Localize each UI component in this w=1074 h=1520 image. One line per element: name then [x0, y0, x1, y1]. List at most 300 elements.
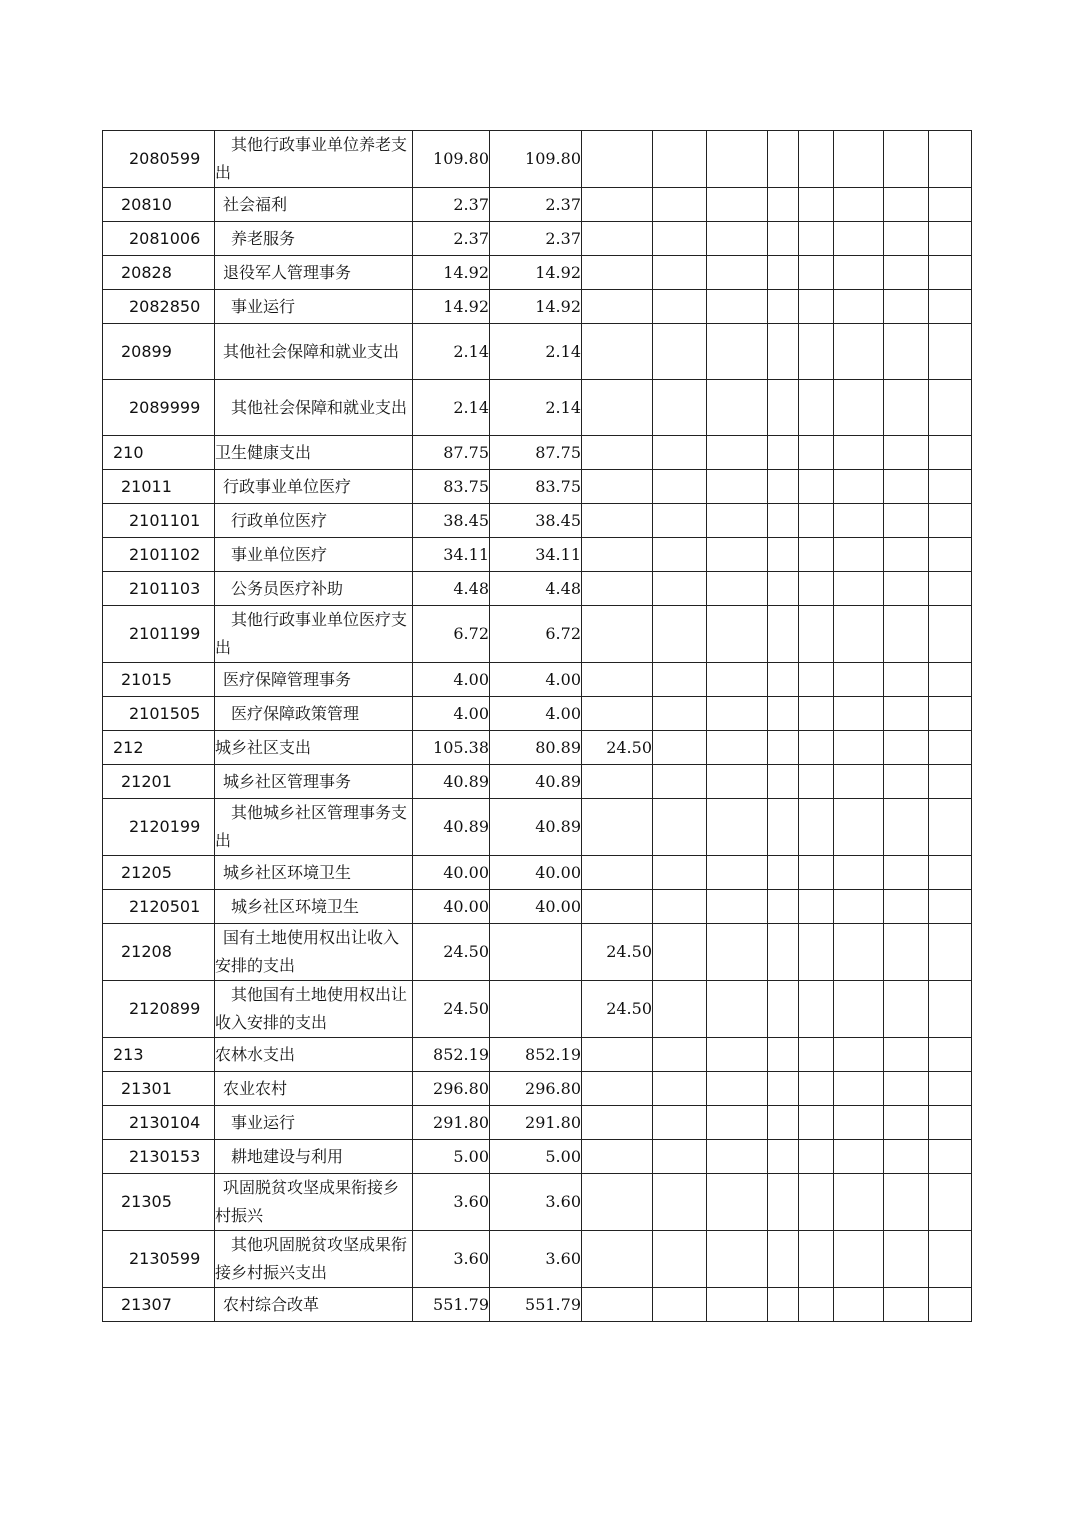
empty-cell	[653, 131, 707, 188]
empty-cell	[768, 470, 799, 504]
subject-name-cell	[215, 606, 413, 663]
empty-cell	[653, 697, 707, 731]
empty-cell	[653, 799, 707, 856]
project-expense-cell	[582, 856, 653, 890]
empty-cell	[707, 188, 768, 222]
total-amount-cell: 4.48	[413, 572, 490, 606]
table-row	[103, 572, 972, 606]
table-row	[103, 380, 972, 436]
subject-code-cell: 2130153	[103, 1140, 215, 1174]
empty-cell	[653, 538, 707, 572]
basic-expense-cell	[490, 924, 582, 981]
empty-cell	[768, 538, 799, 572]
subject-name-text: 其他城乡社区管理事务支出	[215, 803, 408, 850]
empty-cell	[884, 380, 929, 436]
subject-name-text: 其他社会保障和就业支出	[231, 397, 408, 417]
empty-cell	[707, 572, 768, 606]
empty-cell	[929, 765, 972, 799]
empty-cell	[884, 222, 929, 256]
empty-cell	[799, 290, 834, 324]
empty-cell	[768, 256, 799, 290]
empty-cell	[768, 222, 799, 256]
empty-cell	[929, 131, 972, 188]
empty-cell	[707, 470, 768, 504]
empty-cell	[884, 1174, 929, 1231]
subject-name-text: 城乡社区环境卫生	[223, 862, 352, 882]
empty-cell	[799, 697, 834, 731]
empty-cell	[653, 572, 707, 606]
subject-name-text: 城乡社区环境卫生	[231, 896, 360, 916]
empty-cell	[799, 981, 834, 1038]
table-row	[103, 697, 972, 731]
project-expense-cell	[582, 799, 653, 856]
total-amount-cell: 5.00	[413, 1140, 490, 1174]
empty-cell	[768, 890, 799, 924]
subject-name-text: 其他社会保障和就业支出	[223, 341, 400, 361]
project-expense-cell	[582, 504, 653, 538]
empty-cell	[653, 324, 707, 380]
table-row	[103, 1174, 972, 1231]
table-row	[103, 256, 972, 290]
empty-cell	[834, 1106, 884, 1140]
empty-cell	[834, 1072, 884, 1106]
empty-cell	[768, 290, 799, 324]
subject-name-cell	[215, 731, 413, 765]
subject-code-cell: 2120899	[103, 981, 215, 1038]
table-body	[103, 131, 972, 1322]
empty-cell	[884, 538, 929, 572]
empty-cell	[653, 765, 707, 799]
empty-cell	[707, 981, 768, 1038]
subject-name-text: 行政事业单位医疗	[223, 476, 352, 496]
empty-cell	[834, 188, 884, 222]
empty-cell	[799, 731, 834, 765]
empty-cell	[768, 131, 799, 188]
subject-name-text: 事业运行	[231, 296, 296, 316]
total-amount-cell: 105.38	[413, 731, 490, 765]
table-row	[103, 538, 972, 572]
empty-cell	[707, 436, 768, 470]
empty-cell	[834, 131, 884, 188]
subject-name-cell	[215, 1140, 413, 1174]
empty-cell	[799, 538, 834, 572]
empty-cell	[929, 436, 972, 470]
empty-cell	[834, 606, 884, 663]
subject-name-text: 事业运行	[231, 1112, 296, 1132]
project-expense-cell	[582, 890, 653, 924]
empty-cell	[834, 765, 884, 799]
empty-cell	[768, 436, 799, 470]
empty-cell	[707, 663, 768, 697]
subject-name-cell	[215, 1288, 413, 1322]
subject-name-text: 其他巩固脱贫攻坚成果衔接乡村振兴支出	[215, 1235, 408, 1282]
empty-cell	[834, 981, 884, 1038]
subject-code-cell: 2120199	[103, 799, 215, 856]
subject-name-text: 城乡社区支出	[215, 737, 312, 757]
project-expense-cell	[582, 256, 653, 290]
empty-cell	[799, 1231, 834, 1288]
basic-expense-cell: 2.14	[490, 380, 582, 436]
subject-name-text: 农林水支出	[215, 1044, 296, 1064]
basic-expense-cell: 38.45	[490, 504, 582, 538]
empty-cell	[707, 1038, 768, 1072]
empty-cell	[884, 504, 929, 538]
empty-cell	[929, 1106, 972, 1140]
total-amount-cell: 4.00	[413, 663, 490, 697]
basic-expense-cell: 80.89	[490, 731, 582, 765]
empty-cell	[799, 380, 834, 436]
subject-name-cell	[215, 222, 413, 256]
subject-code-cell: 21205	[103, 856, 215, 890]
subject-name-cell	[215, 256, 413, 290]
subject-name-cell	[215, 324, 413, 380]
subject-name-text: 卫生健康支出	[215, 442, 312, 462]
empty-cell	[768, 1231, 799, 1288]
empty-cell	[653, 924, 707, 981]
table-row	[103, 436, 972, 470]
empty-cell	[929, 663, 972, 697]
total-amount-cell: 4.00	[413, 697, 490, 731]
empty-cell	[799, 765, 834, 799]
basic-expense-cell: 291.80	[490, 1106, 582, 1140]
empty-cell	[653, 1140, 707, 1174]
empty-cell	[799, 1174, 834, 1231]
empty-cell	[653, 188, 707, 222]
empty-cell	[799, 572, 834, 606]
empty-cell	[707, 697, 768, 731]
empty-cell	[834, 1038, 884, 1072]
subject-name-text: 行政单位医疗	[231, 510, 328, 530]
empty-cell	[653, 1038, 707, 1072]
table-row	[103, 504, 972, 538]
empty-cell	[799, 856, 834, 890]
subject-name-cell	[215, 504, 413, 538]
subject-code-cell: 2101103	[103, 572, 215, 606]
empty-cell	[707, 856, 768, 890]
subject-code-cell: 20899	[103, 324, 215, 380]
empty-cell	[768, 324, 799, 380]
subject-code-cell: 21305	[103, 1174, 215, 1231]
empty-cell	[653, 222, 707, 256]
empty-cell	[768, 504, 799, 538]
subject-name-text: 巩固脱贫攻坚成果衔接乡村振兴	[215, 1178, 400, 1225]
subject-code-cell: 2101102	[103, 538, 215, 572]
subject-code-cell: 21307	[103, 1288, 215, 1322]
empty-cell	[834, 697, 884, 731]
table-row	[103, 324, 972, 380]
basic-expense-cell: 4.00	[490, 663, 582, 697]
empty-cell	[707, 256, 768, 290]
project-expense-cell	[582, 1231, 653, 1288]
empty-cell	[884, 572, 929, 606]
empty-cell	[884, 799, 929, 856]
empty-cell	[834, 504, 884, 538]
project-expense-cell	[582, 222, 653, 256]
basic-expense-cell: 87.75	[490, 436, 582, 470]
project-expense-cell	[582, 470, 653, 504]
total-amount-cell: 83.75	[413, 470, 490, 504]
project-expense-cell	[582, 606, 653, 663]
subject-code-cell: 2130104	[103, 1106, 215, 1140]
total-amount-cell: 109.80	[413, 131, 490, 188]
empty-cell	[799, 1106, 834, 1140]
empty-cell	[799, 1072, 834, 1106]
table-row	[103, 188, 972, 222]
empty-cell	[768, 572, 799, 606]
empty-cell	[884, 606, 929, 663]
empty-cell	[768, 765, 799, 799]
empty-cell	[929, 380, 972, 436]
basic-expense-cell: 34.11	[490, 538, 582, 572]
table-row	[103, 1231, 972, 1288]
empty-cell	[834, 799, 884, 856]
empty-cell	[768, 1140, 799, 1174]
empty-cell	[884, 1231, 929, 1288]
empty-cell	[834, 256, 884, 290]
basic-expense-cell: 296.80	[490, 1072, 582, 1106]
project-expense-cell	[582, 572, 653, 606]
empty-cell	[884, 436, 929, 470]
subject-code-cell: 20810	[103, 188, 215, 222]
total-amount-cell: 852.19	[413, 1038, 490, 1072]
empty-cell	[884, 924, 929, 981]
total-amount-cell: 40.00	[413, 890, 490, 924]
subject-code-cell: 21208	[103, 924, 215, 981]
table-row	[103, 1072, 972, 1106]
empty-cell	[707, 1174, 768, 1231]
empty-cell	[929, 697, 972, 731]
total-amount-cell: 296.80	[413, 1072, 490, 1106]
subject-name-text: 其他国有土地使用权出让收入安排的支出	[215, 985, 408, 1032]
empty-cell	[768, 1174, 799, 1231]
subject-name-cell	[215, 924, 413, 981]
project-expense-cell: 24.50	[582, 924, 653, 981]
empty-cell	[653, 1174, 707, 1231]
subject-name-cell	[215, 856, 413, 890]
total-amount-cell: 14.92	[413, 290, 490, 324]
empty-cell	[653, 256, 707, 290]
empty-cell	[884, 470, 929, 504]
table-row	[103, 1038, 972, 1072]
subject-name-text: 城乡社区管理事务	[223, 771, 352, 791]
total-amount-cell: 14.92	[413, 256, 490, 290]
basic-expense-cell: 14.92	[490, 256, 582, 290]
subject-name-text: 公务员医疗补助	[231, 578, 344, 598]
subject-code-cell: 2120501	[103, 890, 215, 924]
empty-cell	[834, 1288, 884, 1322]
basic-expense-cell: 6.72	[490, 606, 582, 663]
table-row	[103, 981, 972, 1038]
basic-expense-cell: 4.48	[490, 572, 582, 606]
table-row	[103, 799, 972, 856]
empty-cell	[834, 890, 884, 924]
subject-name-text: 事业单位医疗	[231, 544, 328, 564]
empty-cell	[653, 290, 707, 324]
empty-cell	[834, 731, 884, 765]
subject-name-cell	[215, 1038, 413, 1072]
subject-code-cell: 20828	[103, 256, 215, 290]
table-row	[103, 663, 972, 697]
empty-cell	[884, 256, 929, 290]
total-amount-cell: 40.89	[413, 799, 490, 856]
total-amount-cell: 2.14	[413, 324, 490, 380]
table-row	[103, 890, 972, 924]
empty-cell	[834, 380, 884, 436]
empty-cell	[707, 765, 768, 799]
empty-cell	[929, 924, 972, 981]
empty-cell	[884, 290, 929, 324]
empty-cell	[707, 1140, 768, 1174]
empty-cell	[929, 572, 972, 606]
empty-cell	[884, 663, 929, 697]
empty-cell	[884, 765, 929, 799]
subject-name-text: 耕地建设与利用	[231, 1146, 344, 1166]
subject-name-cell	[215, 188, 413, 222]
empty-cell	[653, 1288, 707, 1322]
total-amount-cell: 551.79	[413, 1288, 490, 1322]
subject-name-cell	[215, 697, 413, 731]
empty-cell	[768, 924, 799, 981]
total-amount-cell: 3.60	[413, 1174, 490, 1231]
subject-name-text: 国有土地使用权出让收入安排的支出	[215, 928, 400, 975]
empty-cell	[884, 1106, 929, 1140]
empty-cell	[834, 324, 884, 380]
subject-name-text: 退役军人管理事务	[223, 262, 352, 282]
project-expense-cell	[582, 1106, 653, 1140]
subject-code-cell: 21301	[103, 1072, 215, 1106]
empty-cell	[768, 188, 799, 222]
empty-cell	[707, 504, 768, 538]
empty-cell	[707, 606, 768, 663]
table-row	[103, 606, 972, 663]
empty-cell	[929, 256, 972, 290]
subject-name-cell	[215, 131, 413, 188]
empty-cell	[929, 222, 972, 256]
project-expense-cell	[582, 380, 653, 436]
total-amount-cell: 38.45	[413, 504, 490, 538]
empty-cell	[707, 1072, 768, 1106]
project-expense-cell	[582, 1072, 653, 1106]
subject-code-cell: 2080599	[103, 131, 215, 188]
empty-cell	[834, 222, 884, 256]
empty-cell	[707, 380, 768, 436]
subject-name-text: 农业农村	[223, 1078, 288, 1098]
empty-cell	[834, 856, 884, 890]
project-expense-cell	[582, 1174, 653, 1231]
table-row	[103, 1106, 972, 1140]
subject-name-cell	[215, 890, 413, 924]
subject-code-cell: 2089999	[103, 380, 215, 436]
empty-cell	[929, 856, 972, 890]
empty-cell	[929, 470, 972, 504]
empty-cell	[653, 890, 707, 924]
total-amount-cell: 291.80	[413, 1106, 490, 1140]
empty-cell	[884, 131, 929, 188]
basic-expense-cell: 3.60	[490, 1174, 582, 1231]
empty-cell	[799, 324, 834, 380]
empty-cell	[929, 1038, 972, 1072]
empty-cell	[707, 731, 768, 765]
empty-cell	[768, 697, 799, 731]
empty-cell	[768, 1072, 799, 1106]
subject-name-text: 养老服务	[231, 228, 296, 248]
project-expense-cell	[582, 436, 653, 470]
table-row	[103, 131, 972, 188]
total-amount-cell: 3.60	[413, 1231, 490, 1288]
table-row	[103, 222, 972, 256]
table-row	[103, 1140, 972, 1174]
total-amount-cell: 2.37	[413, 188, 490, 222]
total-amount-cell: 24.50	[413, 924, 490, 981]
subject-code-cell: 2101505	[103, 697, 215, 731]
basic-expense-cell	[490, 981, 582, 1038]
empty-cell	[768, 856, 799, 890]
table-row	[103, 731, 972, 765]
subject-name-cell	[215, 380, 413, 436]
empty-cell	[707, 1106, 768, 1140]
empty-cell	[653, 731, 707, 765]
table-row	[103, 924, 972, 981]
empty-cell	[884, 981, 929, 1038]
subject-name-text: 医疗保障管理事务	[223, 669, 352, 689]
empty-cell	[834, 1174, 884, 1231]
empty-cell	[834, 924, 884, 981]
subject-name-cell	[215, 1174, 413, 1231]
subject-code-cell: 21011	[103, 470, 215, 504]
basic-expense-cell: 4.00	[490, 697, 582, 731]
empty-cell	[768, 663, 799, 697]
subject-name-cell	[215, 663, 413, 697]
basic-expense-cell: 14.92	[490, 290, 582, 324]
empty-cell	[653, 606, 707, 663]
empty-cell	[834, 663, 884, 697]
empty-cell	[768, 606, 799, 663]
subject-code-cell: 2081006	[103, 222, 215, 256]
subject-code-cell: 212	[103, 731, 215, 765]
basic-expense-cell: 40.00	[490, 890, 582, 924]
empty-cell	[834, 1231, 884, 1288]
project-expense-cell	[582, 324, 653, 380]
empty-cell	[834, 436, 884, 470]
subject-code-cell: 2130599	[103, 1231, 215, 1288]
empty-cell	[768, 1288, 799, 1322]
total-amount-cell: 24.50	[413, 981, 490, 1038]
subject-name-cell	[215, 1106, 413, 1140]
total-amount-cell: 6.72	[413, 606, 490, 663]
project-expense-cell	[582, 131, 653, 188]
empty-cell	[929, 324, 972, 380]
empty-cell	[799, 256, 834, 290]
subject-name-text: 其他行政事业单位养老支出	[215, 135, 408, 182]
table-row	[103, 765, 972, 799]
subject-name-text: 其他行政事业单位医疗支出	[215, 610, 408, 657]
project-expense-cell: 24.50	[582, 981, 653, 1038]
empty-cell	[799, 663, 834, 697]
total-amount-cell: 2.37	[413, 222, 490, 256]
empty-cell	[653, 436, 707, 470]
basic-expense-cell: 5.00	[490, 1140, 582, 1174]
empty-cell	[799, 1288, 834, 1322]
empty-cell	[929, 1231, 972, 1288]
empty-cell	[929, 606, 972, 663]
empty-cell	[768, 799, 799, 856]
empty-cell	[929, 799, 972, 856]
empty-cell	[653, 981, 707, 1038]
empty-cell	[884, 1038, 929, 1072]
empty-cell	[884, 697, 929, 731]
subject-name-cell	[215, 470, 413, 504]
empty-cell	[929, 538, 972, 572]
